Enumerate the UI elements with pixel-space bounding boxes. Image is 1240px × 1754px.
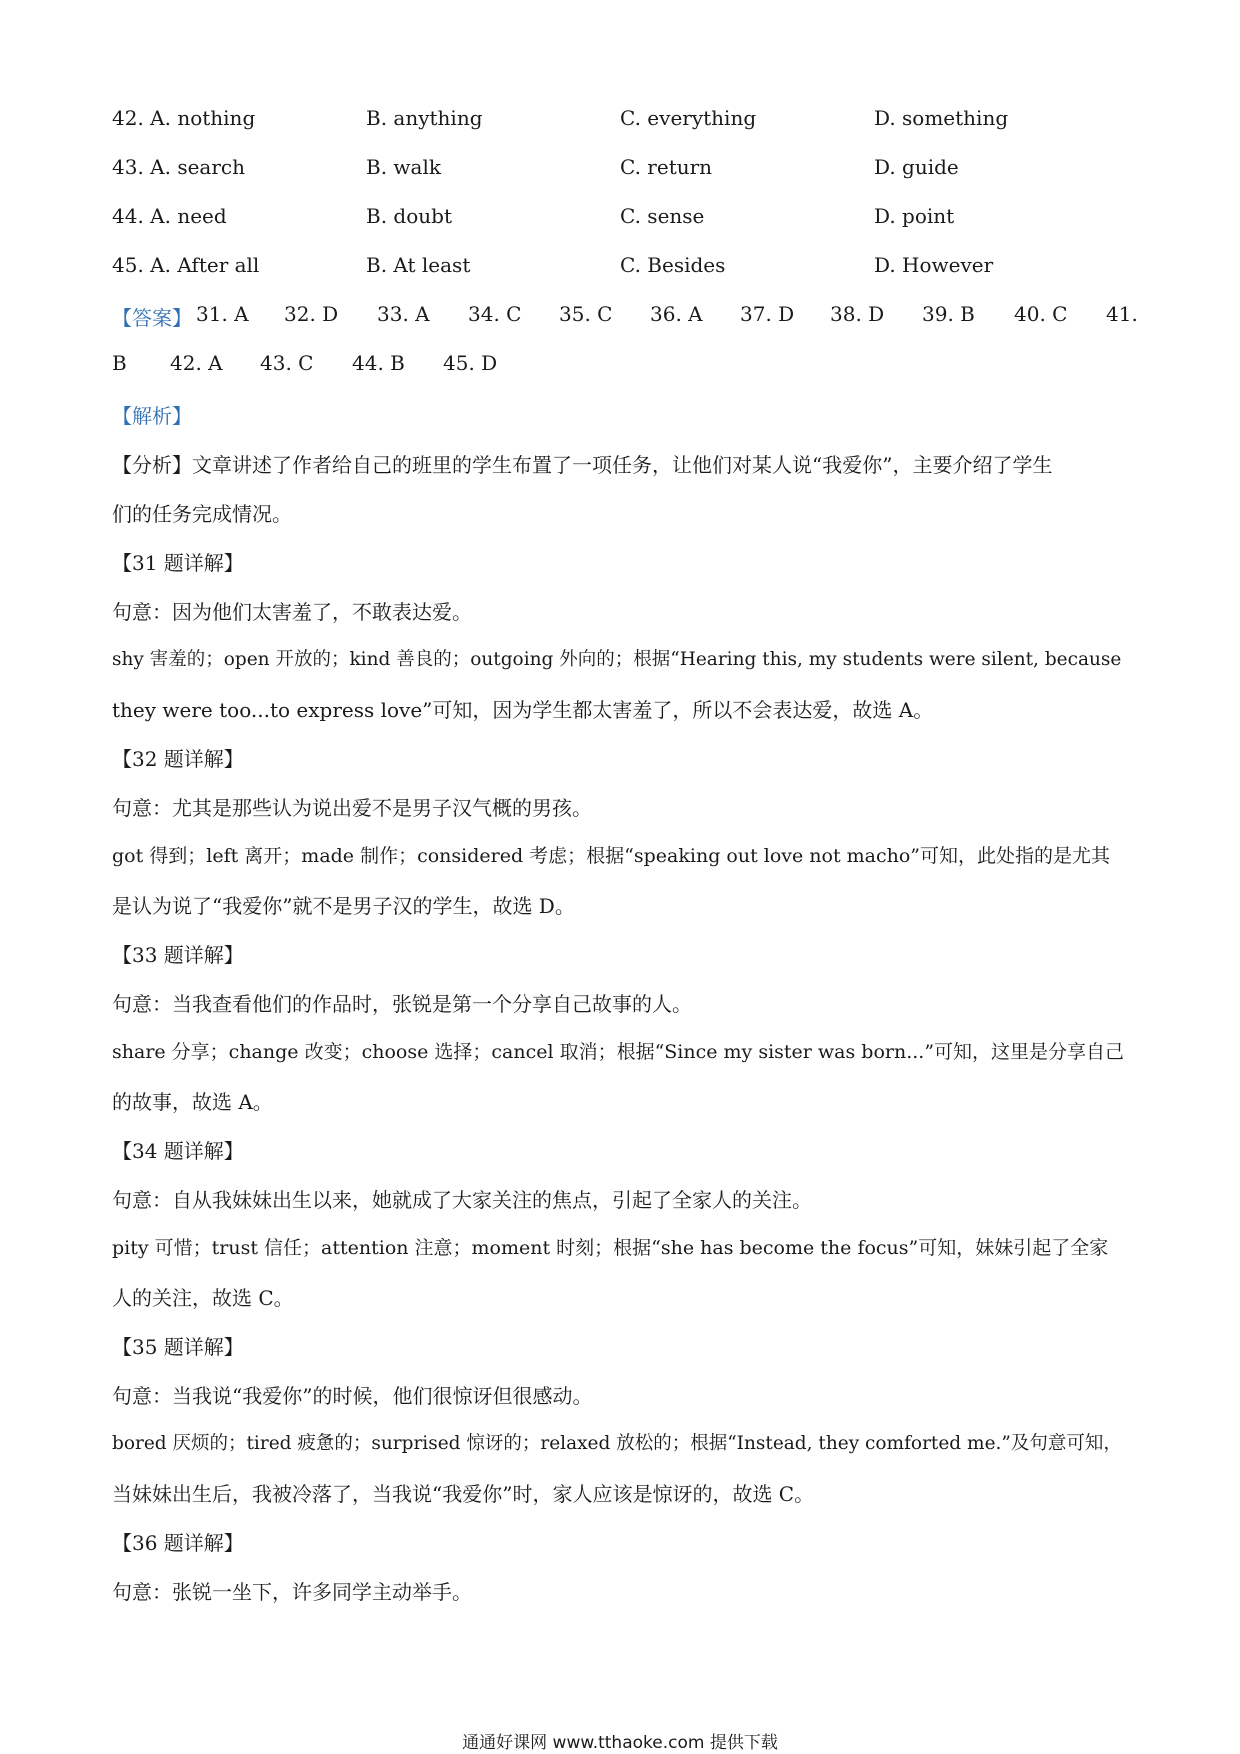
sentence-meaning: 句意：尤其是那些认为说出爱不是男子汉气概的男孩。 [112, 796, 592, 820]
analysis-line: 【分析】文章讲述了作者给自己的班里的学生布置了一项任务，让他们对某人说“我爱你”，主要介绍了学生 [112, 453, 1053, 477]
answer-37: 37. D [740, 302, 795, 326]
section-heading-34: 【34 题详解】 [112, 1139, 244, 1163]
options-row-43 [112, 155, 1132, 185]
options-row-45 [112, 253, 1132, 283]
section-heading-36: 【36 题详解】 [112, 1531, 244, 1555]
option-44-b: B. doubt [366, 204, 452, 228]
answer-31: 31. A [196, 302, 249, 326]
answer-38: 38. D [830, 302, 885, 326]
sentence-meaning: 句意：当我查看他们的作品时，张锐是第一个分享自己故事的人。 [112, 992, 692, 1016]
option-44-a: 44. A. need [112, 204, 227, 228]
explanation-line: 当妹妹出生后，我被冷落了，当我说“我爱你”时，家人应该是惊讶的，故选 C。 [112, 1482, 815, 1506]
sentence-meaning: 句意：张锐一坐下，许多同学主动举手。 [112, 1580, 472, 1604]
option-45-c: C. Besides [620, 253, 726, 277]
option-43-a: 43. A. search [112, 155, 245, 179]
explanation-line: 人的关注，故选 C。 [112, 1286, 294, 1310]
page-footer: 通通好课网 www.tthaoke.com 提供下载 [462, 1733, 778, 1753]
section-heading-35: 【35 题详解】 [112, 1335, 244, 1359]
explanation-line: they were too...to express love”可知，因为学生都太害羞了，所以不会表达爱，故选 A。 [112, 698, 934, 722]
answer-33: 33. A [377, 302, 430, 326]
explanation-line: pity 可惜；trust 信任；attention 注意；moment 时刻；根据“she has become the focus”可知，妹妹引起了全家 [112, 1237, 1109, 1259]
answer-41-number: 41. [1106, 302, 1138, 326]
option-44-d: D. point [874, 204, 955, 228]
answer-36: 36. A [650, 302, 703, 326]
answer-label: 【答案】 [112, 306, 192, 330]
option-43-b: B. walk [366, 155, 441, 179]
option-45-b: B. At least [366, 253, 471, 277]
sentence-meaning: 句意：因为他们太害羞了，不敢表达爱。 [112, 600, 472, 624]
options-row-44 [112, 204, 1132, 234]
answer-41-letter: B [112, 351, 127, 375]
section-heading-33: 【33 题详解】 [112, 943, 244, 967]
options-row-42 [112, 106, 1132, 136]
answer-35: 35. C [559, 302, 613, 326]
option-42-b: B. anything [366, 106, 483, 130]
option-42-d: D. something [874, 106, 1009, 130]
explanation-line: bored 厌烦的；tired 疲惫的；surprised 惊讶的；relaxed 放松的；根据“Instead, they comforted me.”及句意可知， [112, 1433, 1122, 1454]
explanation-line: 的故事，故选 A。 [112, 1090, 273, 1114]
answer-39: 39. B [922, 302, 975, 326]
explanation-line: got 得到；left 离开；made 制作；considered 考虑；根据“speaking out love not macho”可知，此处指的是尤其 [112, 845, 1111, 867]
answer-44: 44. B [352, 351, 405, 375]
analysis-line: 们的任务完成情况。 [112, 502, 292, 526]
answer-34: 34. C [468, 302, 522, 326]
option-42-a: 42. A. nothing [112, 106, 256, 130]
answer-45: 45. D [443, 351, 498, 375]
option-43-d: D. guide [874, 155, 959, 179]
answer-42: 42. A [170, 351, 223, 375]
explanation-line: share 分享；change 改变；choose 选择；cancel 取消；根据“Since my sister was born...”可知，这里是分享自己 [112, 1041, 1125, 1063]
answer-32: 32. D [284, 302, 339, 326]
explanation-line: 是认为说了“我爱你”就不是男子汉的学生，故选 D。 [112, 894, 575, 918]
analysis-label: 【解析】 [112, 404, 192, 428]
section-heading-31: 【31 题详解】 [112, 551, 244, 575]
sentence-meaning: 句意：当我说“我爱你”的时候，他们很惊讶但很感动。 [112, 1384, 593, 1408]
answer-40: 40. C [1014, 302, 1068, 326]
sentence-meaning: 句意：自从我妹妹出生以来，她就成了大家关注的焦点，引起了全家人的关注。 [112, 1188, 812, 1212]
option-45-d: D. However [874, 253, 994, 277]
explanation-line: shy 害羞的；open 开放的；kind 善良的；outgoing 外向的；根据“Hearing this, my students were silent, because [112, 649, 1122, 670]
section-heading-32: 【32 题详解】 [112, 747, 244, 771]
option-45-a: 45. A. After all [112, 253, 260, 277]
option-43-c: C. return [620, 155, 713, 179]
option-42-c: C. everything [620, 106, 757, 130]
option-44-c: C. sense [620, 204, 705, 228]
answer-43: 43. C [260, 351, 314, 375]
